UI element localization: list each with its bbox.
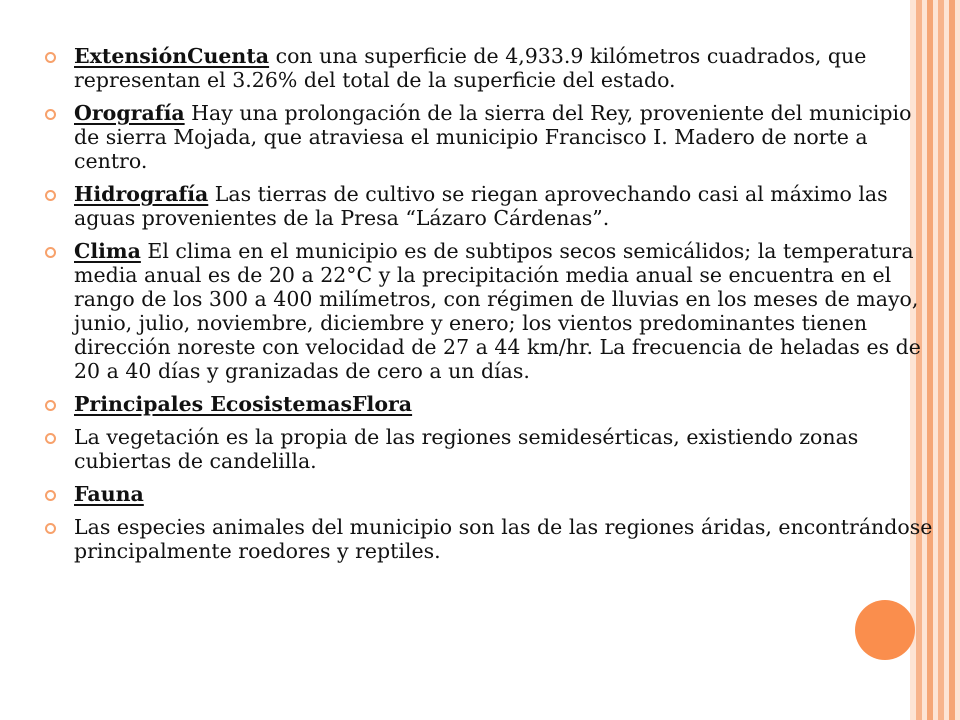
bullet-fauna-text [44,515,940,563]
bullet-marker-icon [45,247,56,258]
stripe [955,0,960,720]
bullet-fauna-heading [44,482,940,506]
decorative-circle-icon [855,600,915,660]
bullet-extension [44,44,940,92]
bullet-term: Orografía [74,101,185,125]
bullet-hidrografia [44,182,940,230]
bullet-marker-icon [45,433,56,444]
bullet-list [44,44,940,572]
bullet-marker-icon [45,52,56,63]
bullet-term: ExtensiónCuenta [74,44,270,68]
bullet-term: Principales EcosistemasFlora [74,392,413,416]
bullet-flora-text [44,425,940,473]
bullet-marker-icon [45,400,56,411]
bullet-marker-icon [45,190,56,201]
bullet-clima [44,239,940,383]
bullet-term: Clima [74,239,141,263]
bullet-text: con una superficie de 4,933.9 kilómetros cuadrados, que representan el 3.26% del total de la superficie del estado. [74,44,867,92]
bullet-term: Fauna [74,482,144,506]
bullet-text: La vegetación es la propia de las regiones semidesérticas, existiendo zonas cubiertas de candelilla. [74,425,859,473]
bullet-text: El clima en el municipio es de subtipos secos semicálidos; la temperatura media anual es de 20 a 22°C y la precipitación media anual se encuentra en el rango de los 300 a 400 milímetros, con régimen de lluvias en los meses de mayo, junio, julio, noviembre, diciembre y enero; los vientos predominantes tienen dirección noreste con velocidad de 27 a 44 km/hr. La frecuencia de heladas es de 20 a 40 días y granizadas de cero a un días. [74,239,921,383]
bullet-text: Hay una prolongación de la sierra del Rey, proveniente del municipio de sierra Mojada, que atraviesa el municipio Francisco I. Madero de norte a centro. [74,101,912,173]
bullet-text: Las especies animales del municipio son las de las regiones áridas, encontrándose principalmente roedores y reptiles. [74,515,933,563]
bullet-orografia [44,101,940,173]
bullet-ecosistemas-heading [44,392,940,416]
bullet-marker-icon [45,523,56,534]
bullet-term: Hidrografía [74,182,209,206]
bullet-marker-icon [45,109,56,120]
bullet-text: Las tierras de cultivo se riegan aprovechando casi al máximo las aguas provenientes de la Presa “Lázaro Cárdenas”. [74,182,888,230]
bullet-marker-icon [45,490,56,501]
